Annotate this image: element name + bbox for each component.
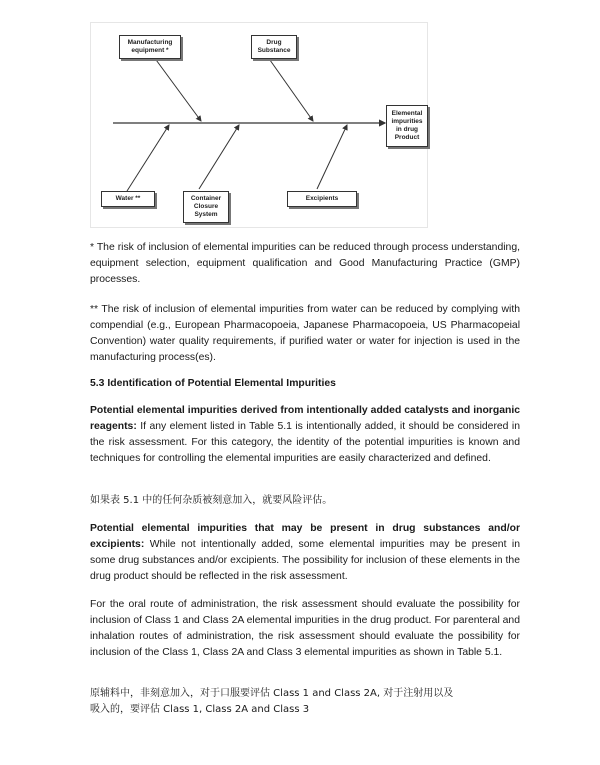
paragraph-routes	[90, 597, 520, 661]
paragraph-catalysts-lead: Potential elemental impurities derived from intentionally added catalysts and inorganic reagents:	[90, 405, 520, 432]
note-equipment-text: * The risk of inclusion of elemental impurities can be reduced through process understanding, equipment selection, equipment qualification and Good Manufacturing Practice (GMP) processes.	[90, 242, 520, 285]
chinese-note-2-line1: 原辅料中，非刻意加入，对于口服要评估 Class 1 and Class 2A, 对于注射用以及	[90, 688, 454, 699]
bone-excipients	[317, 125, 347, 189]
box-excipients: Excipients	[287, 191, 357, 207]
paragraph-routes-text: For the oral route of administration, the risk assessment should evaluate the possibility for inclusion of Class 1 and Class 2A elemental impurities in the drug product. For parenteral and inhalation routes of administration, the risk assessment should evaluate the possibility for inclusion of the Class 1, Class 2A and Class 3 elemental impurities as shown in Table 5.1.	[90, 599, 520, 658]
bone-water	[127, 125, 169, 191]
chinese-note-2-line2: 吸入的，要评估 Class 1, Class 2A and Class 3	[90, 704, 310, 715]
bone-manufacturing	[151, 53, 201, 121]
paragraph-excipients-body: While not intentionally added, some elemental impurities may be present in some drug substances and/or excipients. The possibility for inclusion of these elements in the drug product should be reflected in the risk assessment.	[90, 539, 520, 582]
chinese-note-1: 如果表 5.1 中的任何杂质被刻意加入，就要风险评估。	[90, 495, 333, 506]
box-elemental-impurities: Elemental impurities in drug Product	[386, 105, 428, 147]
bone-drug-substance	[265, 53, 313, 121]
note-water-text: ** The risk of inclusion of elemental impurities from water can be reduced by complying with compendial (e.g., European Pharmacopoeia, Japanese Pharmacopoeia, US Pharmacopeial Convention) water quality requirements, if purified water or water for injection is used in the manufacturing process(es).	[90, 304, 520, 363]
paragraph-excipients	[90, 521, 520, 585]
bone-container	[199, 125, 239, 189]
box-container-closure: Container Closure System	[183, 191, 229, 223]
section-heading: 5.3 Identification of Potential Elemental Impurities	[90, 378, 336, 389]
paragraph-excipients-lead: Potential elemental impurities that may be present in drug substances and/or excipients:	[90, 523, 520, 550]
chinese-note-2	[90, 686, 520, 718]
paragraph-catalysts-body: If any element listed in Table 5.1 is intentionally added, it should be considered in the risk assessment. For this category, the identity of the potential impurities is known and techniques for controlling the elemental impurities are easily characterized and defined.	[90, 421, 520, 464]
note-equipment	[90, 240, 520, 288]
fishbone-diagram	[90, 22, 428, 228]
box-drug-substance: Drug Substance	[251, 35, 297, 59]
paragraph-catalysts	[90, 403, 520, 467]
box-manufacturing-equipment: Manufacturing equipment *	[119, 35, 181, 59]
note-water	[90, 302, 520, 366]
box-water: Water **	[101, 191, 155, 207]
